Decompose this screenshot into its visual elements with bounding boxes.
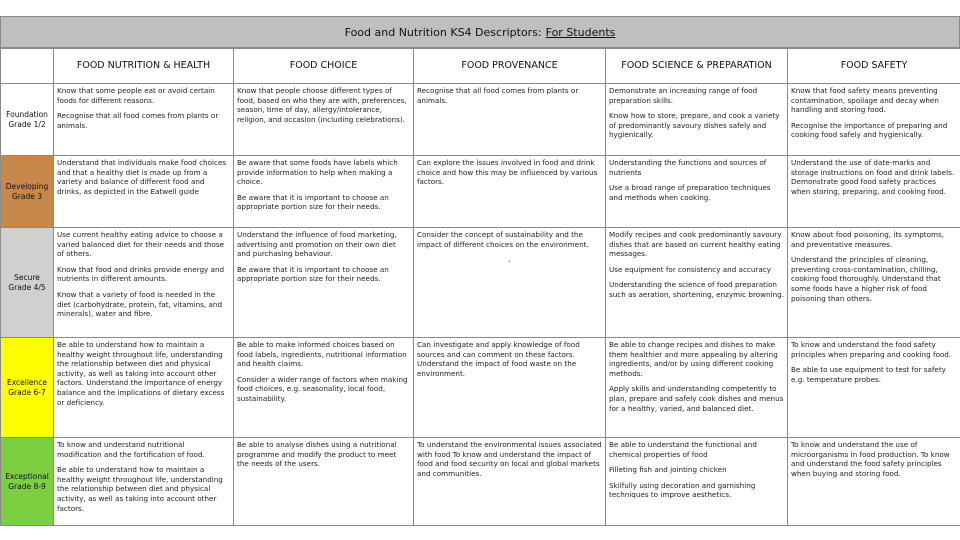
- header-row: [1, 49, 960, 84]
- descriptor-cell-food-choice: [234, 338, 414, 438]
- descriptor-text: Understand the influence of food marketing, advertising and promotion on their own diet and purchasing behaviour.: [237, 230, 397, 259]
- descriptor-text: Know that food safety means preventing contamination, spoilage and decay when handling and storing food.: [791, 86, 939, 115]
- descriptor-text: Be aware that it is important to choose an appropriate portion size for their needs.: [237, 192, 389, 212]
- descriptor-table: [0, 48, 960, 526]
- descriptor-text: Be able to understand the functional and chemical properties of food: [609, 440, 757, 459]
- descriptor-text: Consider a wider range of factors when making food choices, e.g. seasonality, local food, sustainability.: [237, 374, 408, 403]
- descriptor-text: Recognise the importance of preparing and cooking food safely and hygienically.: [791, 120, 948, 140]
- header-food-choice: FOOD CHOICE: [234, 49, 414, 84]
- header-corner: [1, 49, 54, 84]
- descriptor-text: Be aware that it is important to choose an appropriate portion size for their needs.: [237, 264, 389, 284]
- grade-label: Exceptional Grade 8-9: [1, 438, 54, 526]
- descriptor-text: Recognise that all food comes from plants or animals.: [417, 86, 579, 105]
- grade-label: Secure Grade 4/5: [1, 228, 54, 338]
- descriptor-text: Be able to understand how to maintain a healthy weight throughout life, understanding the relationship between diet and physical activity, as well as taking into account other factors. Understand the importance of energy balance and the implications of dietary excess or deficiency.: [57, 340, 225, 407]
- descriptor-text: Know how to store, prepare, and cook a variety of predominantly savoury dishes safely and hygienically.: [609, 111, 780, 140]
- descriptor-text: Know about food poisoning, its symptoms, and preventative measures.: [791, 230, 945, 249]
- table-row: [1, 84, 960, 156]
- descriptor-text: To know and understand the use of microorganisms in food production. To know and understand the food safety principles when buying and storing food.: [791, 440, 950, 478]
- table-body: [1, 84, 960, 526]
- descriptor-cell-food-science: [606, 156, 788, 228]
- descriptor-text: Be able to understand how to maintain a healthy weight throughout life, understanding the relationship between diet and physical activity, as well as taking into account other factors.: [57, 465, 223, 513]
- descriptor-cell-food-science: [606, 438, 788, 526]
- descriptor-text: Consider the concept of sustainability and the impact of different choices on the environment.: [417, 230, 589, 249]
- title-underlined: For Students: [545, 25, 616, 39]
- descriptor-cell-food-provenance: [414, 228, 606, 338]
- header-food-safety: FOOD SAFETY: [788, 49, 960, 84]
- descriptor-text: Filleting fish and jointing chicken: [609, 465, 727, 475]
- descriptor-text: .: [508, 255, 511, 265]
- descriptor-text: Can investigate and apply knowledge of food sources and can comment on these factors. Understand the impact of food waste on the environment.: [417, 340, 580, 378]
- descriptor-cell-food-provenance: [414, 338, 606, 438]
- descriptor-cell-food-provenance: [414, 438, 606, 526]
- descriptor-text: Use current healthy eating advice to choose a varied balanced diet for their needs and those of others.: [57, 230, 225, 259]
- descriptor-text: Can explore the issues involved in food and drink choice and how this may be influenced by various factors.: [417, 158, 598, 187]
- descriptor-text: Use a broad range of preparation techniques and methods when cooking.: [609, 183, 771, 202]
- table-row: [1, 228, 960, 338]
- descriptor-text: Be able to analyse dishes using a nutritional programme and modify the product to meet the needs of the users.: [237, 440, 397, 469]
- descriptor-text: Use equipment for consistency and accuracy: [609, 264, 771, 274]
- descriptor-text: Be aware that some foods have labels which provide information to help when making a choice.: [237, 158, 398, 187]
- table-row: [1, 156, 960, 228]
- descriptor-cell-food-safety: [788, 84, 960, 156]
- descriptor-text: Understand the use of date-marks and storage instructions on food and drink labels. Demonstrate good food safety practices when storing, preparing, and cooking food.: [791, 158, 955, 196]
- descriptor-cell-food-science: [606, 338, 788, 438]
- descriptor-cell-food-safety: [788, 438, 960, 526]
- descriptor-cell-food-choice: [234, 156, 414, 228]
- descriptor-text: Know that food and drinks provide energy and nutrients in different amounts.: [57, 264, 225, 284]
- descriptor-text: To know and understand nutritional modification and the fortification of food.: [57, 440, 205, 459]
- page-title: [0, 16, 960, 48]
- table-row: [1, 338, 960, 438]
- descriptor-cell-food-choice: [234, 228, 414, 338]
- descriptor-text: Demonstrate an increasing range of food preparation skills.: [609, 86, 758, 105]
- descriptor-cell-food-safety: [788, 228, 960, 338]
- descriptor-cell-nutrition-health: [54, 438, 234, 526]
- descriptor-text: Understand the principles of cleaning, preventing cross-contamination, chilling, cooking food thoroughly. Understand that some foods have a higher risk of food poisoning than others.: [791, 255, 941, 303]
- descriptor-cell-nutrition-health: [54, 84, 234, 156]
- descriptor-cell-food-science: [606, 228, 788, 338]
- descriptor-cell-food-safety: [788, 338, 960, 438]
- descriptor-cell-nutrition-health: [54, 338, 234, 438]
- descriptor-text: Know that some people eat or avoid certain foods for different reasons.: [57, 86, 215, 105]
- grade-label: Developing Grade 3: [1, 156, 54, 228]
- descriptor-text: Apply skills and understanding competently to plan, prepare and safely cook dishes and menus for a healthy, varied, and balanced diet.: [609, 384, 784, 413]
- grade-label: Foundation Grade 1/2: [1, 84, 54, 156]
- descriptor-text: Be able to change recipes and dishes to make them healthier and more appealing by altering ingredients, and/or by using different cooking methods.: [609, 340, 778, 378]
- descriptor-cell-nutrition-health: [54, 156, 234, 228]
- descriptor-cell-nutrition-health: [54, 228, 234, 338]
- descriptor-cell-food-safety: [788, 156, 960, 228]
- header-food-provenance: FOOD PROVENANCE: [414, 49, 606, 84]
- descriptor-cell-food-provenance: [414, 84, 606, 156]
- descriptor-text: Recognise that all food comes from plants or animals.: [57, 111, 219, 130]
- descriptor-cell-food-provenance: [414, 156, 606, 228]
- descriptor-cell-food-choice: [234, 84, 414, 156]
- descriptor-text: Be able to make informed choices based on food labels, ingredients, nutritional information and health claims.: [237, 340, 407, 369]
- header-nutrition-health: FOOD NUTRITION & HEALTH: [54, 49, 234, 84]
- descriptor-text: Know that people choose different types of food, based on who they are with, preferences, season, time of day, allergy/intolerance, religion, and occasion (including celebrations).: [237, 86, 407, 124]
- header-food-science: FOOD SCIENCE & PREPARATION: [606, 49, 788, 84]
- descriptor-cell-food-choice: [234, 438, 414, 526]
- descriptor-text: To know and understand the food safety principles when preparing and cooking food.: [791, 340, 952, 359]
- descriptor-text: To understand the environmental issues associated with food To know and understand the impact of food and food security on local and global markets and communities.: [417, 440, 602, 478]
- descriptor-text: Understanding the science of food preparation such as aeration, shortening, enzymic browning.: [609, 280, 785, 299]
- descriptor-text: Know that a variety of food is needed in the diet (carbohydrate, protein, fat, vitamins, and minerals), water and fibre.: [57, 289, 223, 319]
- descriptor-text: Be able to use equipment to test for safety e.g. temperature probes.: [791, 365, 946, 384]
- descriptor-text: Understanding the functions and sources of nutrients: [609, 158, 767, 177]
- descriptor-text: Modify recipes and cook predominantly savoury dishes that are based on current healthy eating messages.: [609, 230, 782, 259]
- descriptor-text: Understand that individuals make food choices and that a healthy diet is made up from a variety and balance of different food and drinks, as depicted in the Eatwell guide: [57, 158, 227, 196]
- grade-label: Excellence Grade 6-7: [1, 338, 54, 438]
- table-row: [1, 438, 960, 526]
- title-main: Food and Nutrition KS4 Descriptors:: [344, 25, 542, 39]
- descriptor-text: Skilfully using decoration and garnishing techniques to improve aesthetics.: [609, 480, 756, 500]
- descriptor-cell-food-science: [606, 84, 788, 156]
